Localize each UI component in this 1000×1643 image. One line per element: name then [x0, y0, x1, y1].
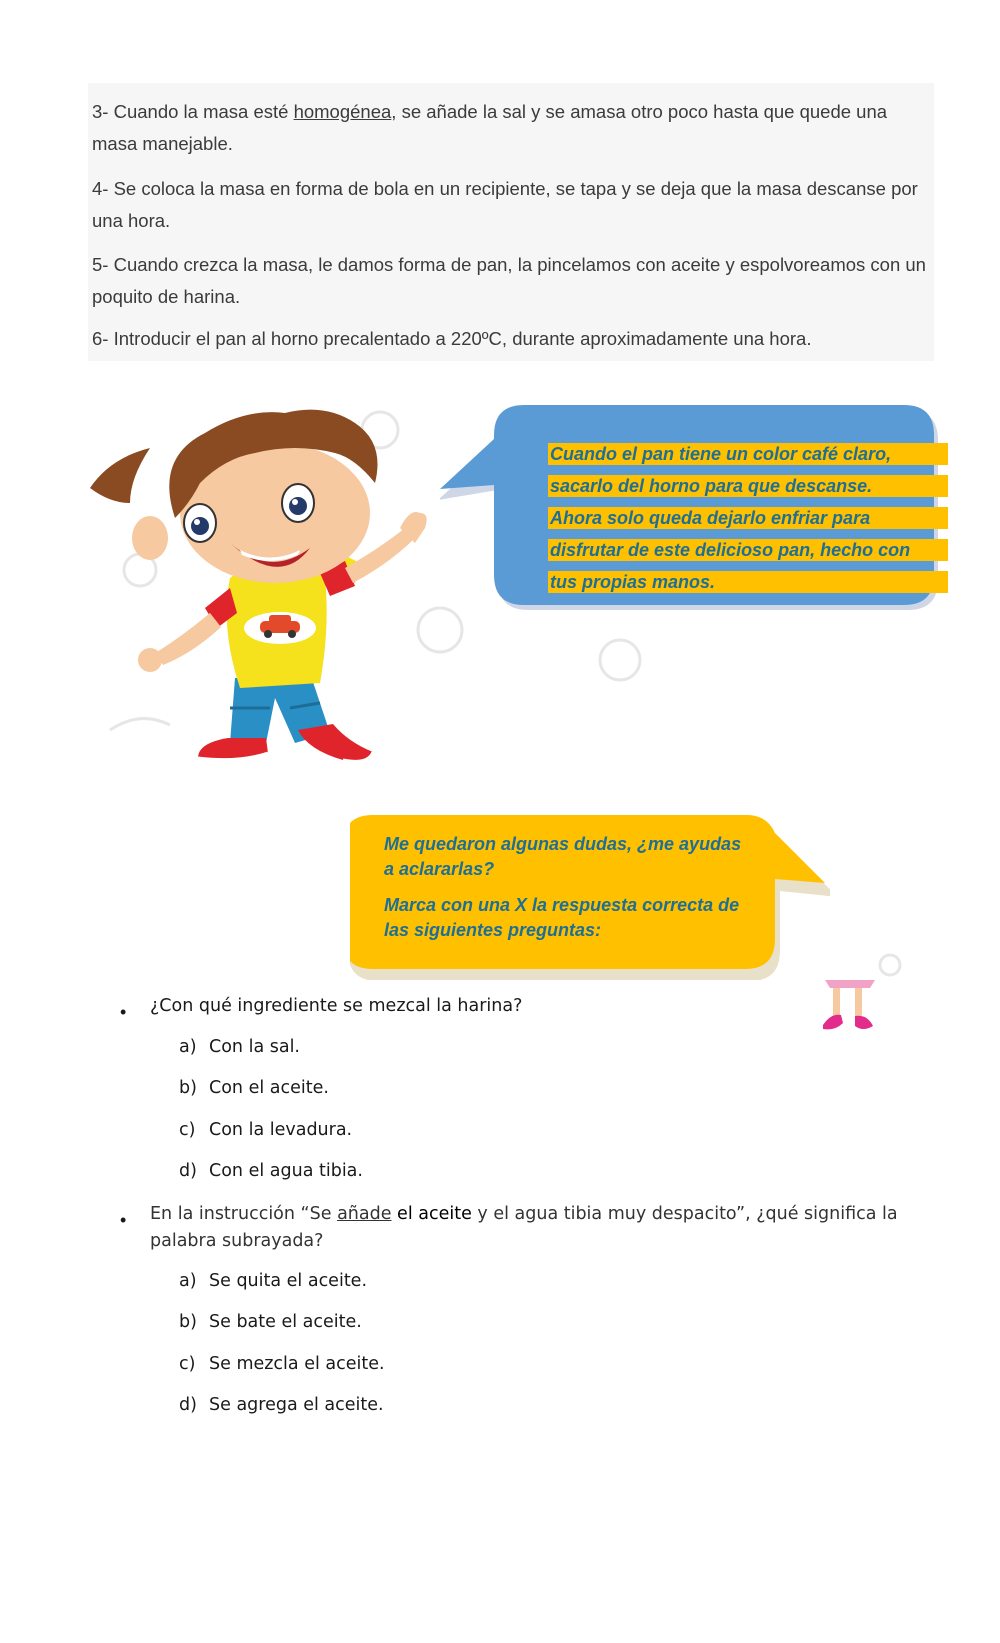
question-2: En la instrucción “Se añade el aceite y el agua tibia muy despacito”, ¿qué significa la palabra subrayada? — [150, 1204, 898, 1251]
step-4: 4- Se coloca la masa en forma de bola en un recipiente, se tapa y se deja que la masa descanse por una hora. — [92, 178, 918, 231]
step-6: 6- Introducir el pan al horno precalentado a 220ºC, durante aproximadamente una hora. — [92, 328, 812, 349]
question-2-option-d[interactable]: d) Se agrega el aceite. — [179, 1395, 384, 1415]
bubble-instruction-line: Marca con una X la respuesta correcta de las siguientes preguntas: — [384, 895, 740, 940]
bubble-line: Ahora solo queda dejarlo enfriar para — [548, 507, 948, 529]
bullet: • — [120, 1210, 127, 1230]
question-1-option-c[interactable]: c) Con la levadura. — [179, 1120, 353, 1140]
bullet: • — [120, 1002, 127, 1022]
bubble-question-line: Me quedaron algunas dudas, ¿me ayudas a aclararlas? — [384, 834, 742, 879]
underlined-word: homogénea — [293, 101, 392, 122]
recipe-steps — [88, 83, 934, 361]
question-2-option-b[interactable]: b) Se bate el aceite. — [179, 1312, 362, 1332]
question-2-option-c[interactable]: c) Se mezcla el aceite. — [179, 1354, 385, 1374]
underlined-word: añade — [337, 1204, 392, 1224]
question-1-option-d[interactable]: d) Con el agua tibia. — [179, 1161, 363, 1181]
boy-illustration — [80, 408, 480, 808]
bubble-line: Cuando el pan tiene un color café claro, — [548, 443, 948, 465]
bubble-line: sacarlo del horno para que descanse. — [548, 475, 948, 497]
yellow-bubble-text — [384, 832, 744, 954]
question-2-option-a[interactable]: a) Se quita el aceite. — [179, 1271, 368, 1291]
bubble-line: disfrutar de este delicioso pan, hecho con — [548, 539, 948, 561]
step-5: 5- Cuando crezca la masa, le damos forma de pan, la pincelamos con aceite y espolvoreamos con un poquito de harina. — [92, 254, 926, 307]
step-3: 3- Cuando la masa esté homogénea, se añade la sal y se amasa otro poco hasta que quede una masa manejable. — [92, 101, 888, 154]
question-1-option-a[interactable]: a) Con la sal. — [179, 1037, 300, 1057]
question-1-option-b[interactable]: b) Con el aceite. — [179, 1078, 329, 1098]
bubble-line: tus propias manos. — [548, 571, 948, 593]
blue-bubble-text — [548, 443, 948, 603]
question-1: ¿Con qué ingrediente se mezcal la harina? — [150, 996, 523, 1016]
